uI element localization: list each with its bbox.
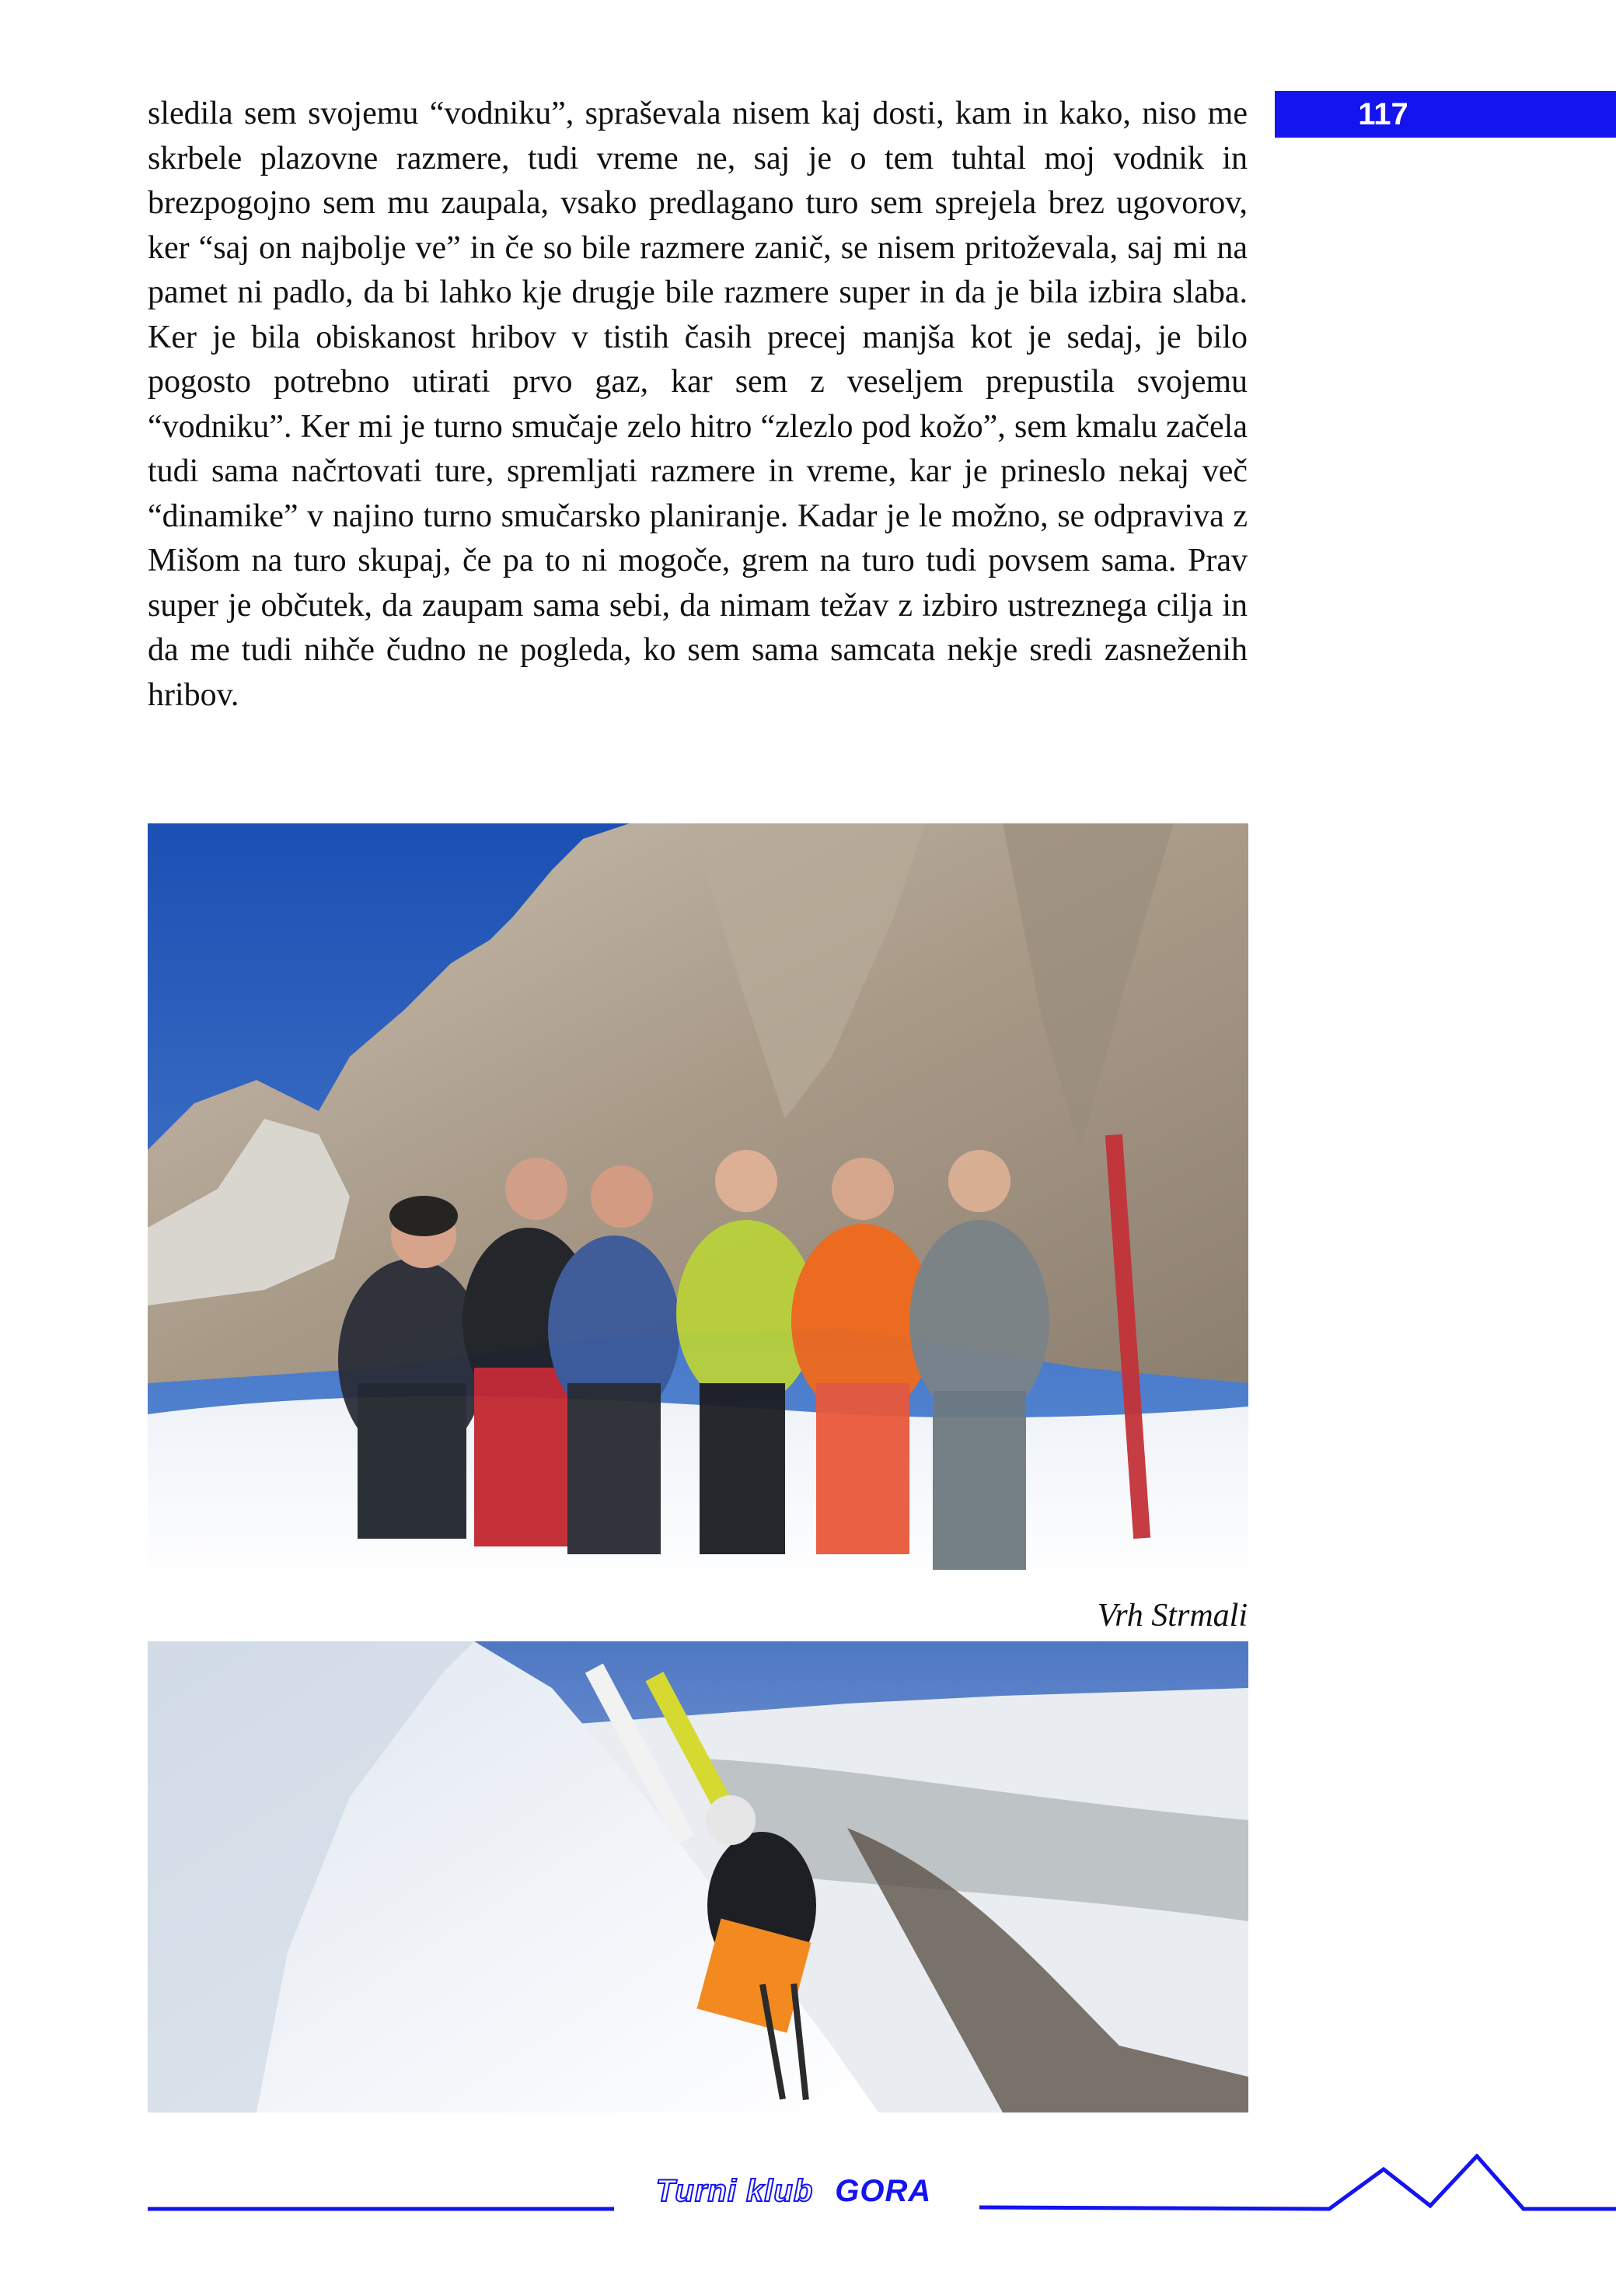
footer-brand	[639, 2169, 948, 2213]
body-text	[148, 92, 1248, 718]
brand-gora: GORA	[835, 2173, 932, 2208]
group-summit-photo	[148, 823, 1248, 1589]
ridge-climber-photo	[148, 1641, 1248, 2113]
page-number: 117	[1358, 96, 1408, 131]
group-photo-caption: Vrh Strmali	[1097, 1598, 1248, 1634]
brand-club-name: Turni klub	[655, 2173, 814, 2208]
page-number-tab	[1275, 91, 1616, 138]
body-paragraph: sledila sem svojemu “vodniku”, spraševala nisem kaj dosti, kam in kako, niso me skrbele plazovne razmere, tudi vreme ne, saj je o tem tuhtal moj vodnik in brezpogojno sem mu zaupala, vsako predlagano turo sem sprejela brez ugovorov, ker “saj on najbolje ve” in če so bile razmere zanič, se nisem pritoževala, saj mi na pamet ni padlo, da bi lahko kje drugje bile razmere super in da je bila izbira slaba. Ker je bila obiskanost hribov v tistih časih precej manjša kot je sedaj, je bilo pogosto potrebno utirati prvo gaz, kar sem z veseljem prepustila svojemu “vodniku”. Ker mi je turno smučaje zelo hitro “zlezlo pod kožo”, sem kmalu začela tudi sama načrtovati ture, spremljati razmere in vreme, kar je prineslo nekaj več “dinamike” v najino turno smučarsko planiranje. Kadar je le možno, se odpraviva z Mišom na turo skupaj, če pa to ni mogoče, grem na turo tudi povsem sama. Prav super je občutek, da zaupam sama sebi, da nimam težav z izbiro ustreznega cilja in da me tudi nihče čudno ne pogleda, ko sem sama samcata nekje sredi zasneženih hribov.	[148, 96, 1248, 713]
